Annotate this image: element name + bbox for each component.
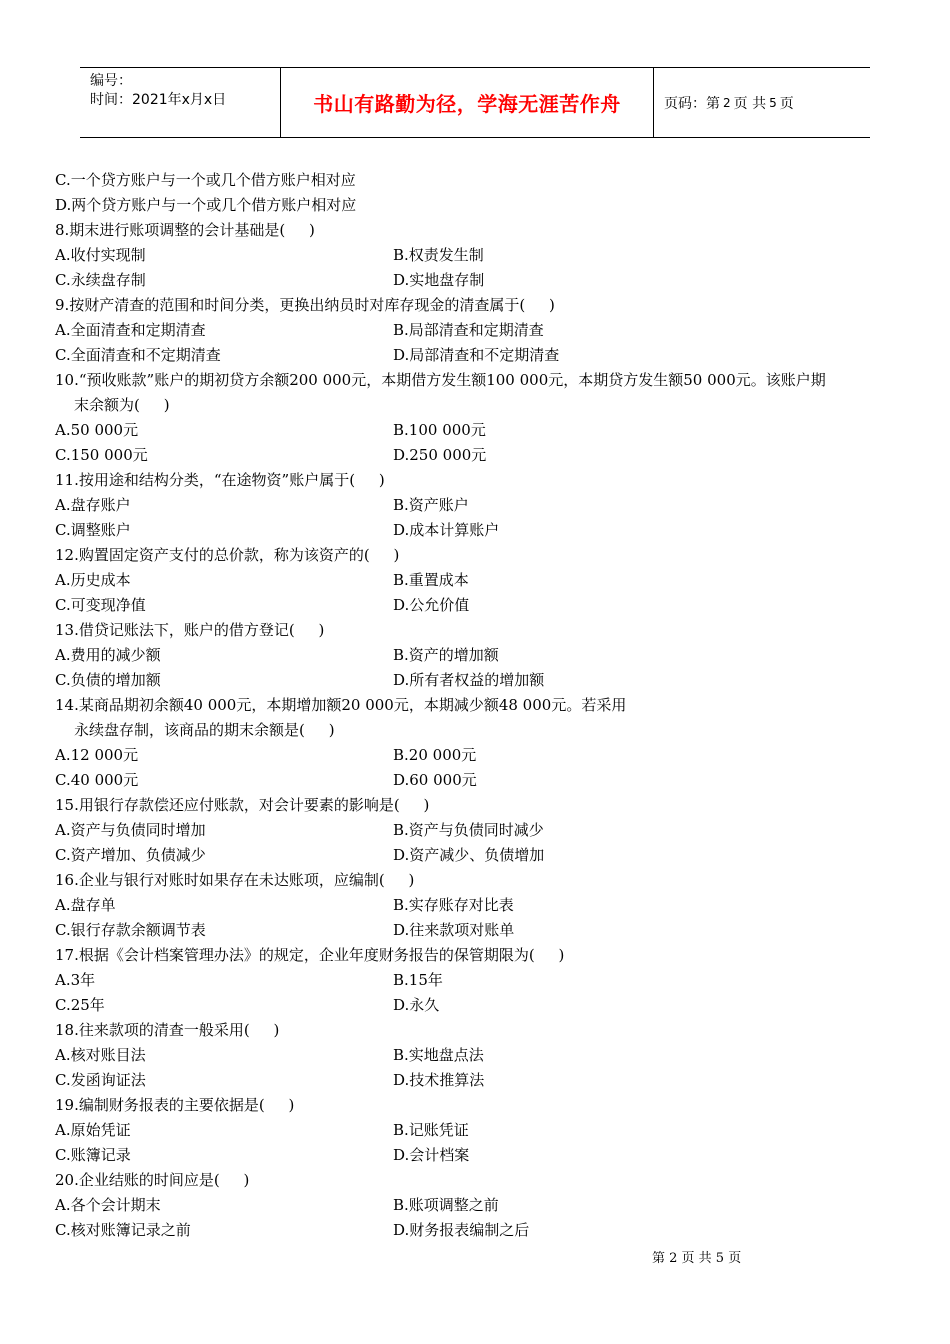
question-10: 10.“预收账款”账户的期初贷方余额200 000元，本期借方发生额100 000元，本期贷方发生额50 000元。该账户期 <box>55 371 826 389</box>
q10-options-row-1 <box>55 418 905 443</box>
page-label-prefix: 页码：第 <box>664 95 720 112</box>
q12-option-d: D.公允价值 <box>393 596 470 614</box>
q15-option-b: B.资产与负债同时减少 <box>393 821 544 839</box>
question-14-continued: 永续盘存制，该商品的期末余额是( ) <box>74 721 335 739</box>
header-meta <box>80 68 281 137</box>
q8-option-d: D.实地盘存制 <box>393 271 485 289</box>
q17-option-d: D.永久 <box>393 996 440 1014</box>
q16-option-c: C.银行存款余额调节表 <box>55 921 206 939</box>
q7-option-d: D.两个贷方账户与一个或几个借方账户相对应 <box>55 196 357 214</box>
q13-option-c: C.负债的增加额 <box>55 671 161 689</box>
question-13: 13.借贷记账法下，账户的借方登记( ) <box>55 621 325 639</box>
q8-option-a: A.收付实现制 <box>55 246 146 264</box>
q12-options-row-1 <box>55 568 905 593</box>
q9-option-d: D.局部清查和不定期清查 <box>393 346 560 364</box>
question-10-continued: 末余额为( ) <box>74 396 170 414</box>
q12-options-row-2 <box>55 593 905 618</box>
q16-option-b: B.实存账存对比表 <box>393 896 514 914</box>
q11-options-row-2 <box>55 518 905 543</box>
q16-options-row-1 <box>55 893 905 918</box>
question-11: 11.按用途和结构分类，“在途物资”账户属于( ) <box>55 471 385 489</box>
question-15: 15.用银行存款偿还应付账款，对会计要素的影响是( ) <box>55 796 430 814</box>
question-20: 20.企业结账的时间应是( ) <box>55 1171 250 1189</box>
question-8: 8.期末进行账项调整的会计基础是( ) <box>55 221 315 239</box>
page-header <box>80 67 870 138</box>
q9-option-b: B.局部清查和定期清查 <box>393 321 544 339</box>
q13-option-a: A.费用的减少额 <box>55 646 161 664</box>
q18-option-a: A.核对账目法 <box>55 1046 146 1064</box>
question-18: 18.往来款项的清查一般采用( ) <box>55 1021 280 1039</box>
q8-option-c: C.永续盘存制 <box>55 271 146 289</box>
q16-option-d: D.往来款项对账单 <box>393 921 515 939</box>
page-current-number: 2 <box>723 95 731 110</box>
q16-options-row-2 <box>55 918 905 943</box>
q8-options-row-1 <box>55 243 905 268</box>
q19-option-d: D.会计档案 <box>393 1146 470 1164</box>
q9-options-row-2 <box>55 343 905 368</box>
q17-option-c: C.25年 <box>55 996 105 1014</box>
q12-option-a: A.历史成本 <box>55 571 131 589</box>
q12-option-c: C.可变现净值 <box>55 596 146 614</box>
q15-option-a: A.资产与负债同时增加 <box>55 821 206 839</box>
q10-option-b: B.100 000元 <box>393 421 486 439</box>
q11-option-b: B.资产账户 <box>393 496 469 514</box>
q17-option-a: A.3年 <box>55 971 96 989</box>
q13-option-d: D.所有者权益的增加额 <box>393 671 545 689</box>
q19-option-c: C.账簿记录 <box>55 1146 131 1164</box>
q11-option-d: D.成本计算账户 <box>393 521 500 539</box>
q15-options-row-1 <box>55 818 905 843</box>
q13-options-row-2 <box>55 668 905 693</box>
q17-options-row-2 <box>55 993 905 1018</box>
question-17: 17.根据《会计档案管理办法》的规定，企业年度财务报告的保管期限为( ) <box>55 946 565 964</box>
q18-option-c: C.发函询证法 <box>55 1071 146 1089</box>
q11-option-c: C.调整账户 <box>55 521 131 539</box>
q9-option-a: A.全面清查和定期清查 <box>55 321 206 339</box>
q9-option-c: C.全面清查和不定期清查 <box>55 346 221 364</box>
q8-option-b: B.权责发生制 <box>393 246 484 264</box>
q17-options-row-1 <box>55 968 905 993</box>
q15-option-d: D.资产减少、负债增加 <box>393 846 545 864</box>
q7-option-c: C.一个贷方账户与一个或几个借方账户相对应 <box>55 171 356 189</box>
q18-option-d: D.技术推算法 <box>393 1071 485 1089</box>
q19-option-b: B.记账凭证 <box>393 1121 469 1139</box>
q20-options-row-2 <box>55 1218 905 1243</box>
document-time-label: 时间：2021年x月x日 <box>90 92 227 108</box>
q11-option-a: A.盘存账户 <box>55 496 131 514</box>
q12-option-b: B.重置成本 <box>393 571 469 589</box>
q20-option-c: C.核对账簿记录之前 <box>55 1221 191 1239</box>
q14-options-row-2 <box>55 768 905 793</box>
q18-option-b: B.实地盘点法 <box>393 1046 484 1064</box>
question-14: 14.某商品期初余额40 000元，本期增加额20 000元，本期减少额48 000元。若采用 <box>55 696 627 714</box>
q20-option-b: B.账项调整之前 <box>393 1196 499 1214</box>
q8-options-row-2 <box>55 268 905 293</box>
q10-option-a: A.50 000元 <box>55 421 139 439</box>
q16-option-a: A.盘存单 <box>55 896 116 914</box>
question-12: 12.购置固定资产支付的总价款，称为该资产的( ) <box>55 546 400 564</box>
q18-options-row-1 <box>55 1043 905 1068</box>
question-16: 16.企业与银行对账时如果存在未达账项，应编制( ) <box>55 871 415 889</box>
page-label-suffix: 页 <box>779 95 794 112</box>
question-19: 19.编制财务报表的主要依据是( ) <box>55 1096 295 1114</box>
q19-options-row-2 <box>55 1143 905 1168</box>
q19-option-a: A.原始凭证 <box>55 1121 131 1139</box>
q10-option-c: C.150 000元 <box>55 446 148 464</box>
q20-option-d: D.财务报表编制之后 <box>393 1221 530 1239</box>
q17-option-b: B.15年 <box>393 971 443 989</box>
q15-options-row-2 <box>55 843 905 868</box>
q14-option-a: A.12 000元 <box>55 746 139 764</box>
header-motto-cell <box>281 68 654 137</box>
q20-options-row-1 <box>55 1193 905 1218</box>
q13-options-row-1 <box>55 643 905 668</box>
q10-options-row-2 <box>55 443 905 468</box>
page-label-middle: 页 共 <box>733 95 767 112</box>
page-total-number: 5 <box>769 95 777 110</box>
header-motto: 书山有路勤为径，学海无涯苦作舟 <box>313 92 621 116</box>
q13-option-b: B.资产的增加额 <box>393 646 499 664</box>
q18-options-row-2 <box>55 1068 905 1093</box>
q14-option-c: C.40 000元 <box>55 771 139 789</box>
page-footer: 第 2 页 共 5 页 <box>652 1251 742 1266</box>
q14-option-b: B.20 000元 <box>393 746 477 764</box>
question-9: 9.按财产清查的范围和时间分类，更换出纳员时对库存现金的清查属于( ) <box>55 296 555 314</box>
q20-option-a: A.各个会计期末 <box>55 1196 161 1214</box>
exam-questions <box>55 168 905 1243</box>
header-page-info <box>654 68 870 137</box>
q14-option-d: D.60 000元 <box>393 771 477 789</box>
q10-option-d: D.250 000元 <box>393 446 487 464</box>
document-number-label: 编号： <box>90 73 132 89</box>
q11-options-row-1 <box>55 493 905 518</box>
q15-option-c: C.资产增加、负债减少 <box>55 846 206 864</box>
q19-options-row-1 <box>55 1118 905 1143</box>
q14-options-row-1 <box>55 743 905 768</box>
q9-options-row-1 <box>55 318 905 343</box>
